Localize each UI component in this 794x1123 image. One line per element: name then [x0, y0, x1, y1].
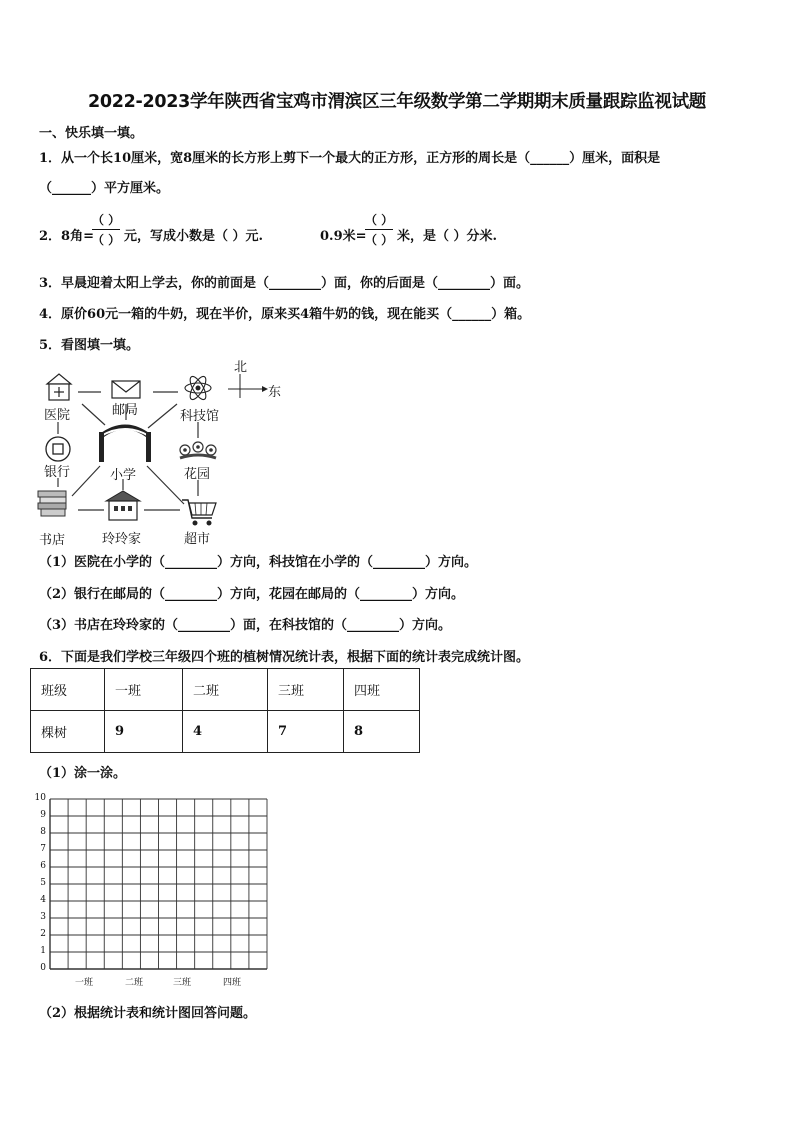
question-4: 4．原价60元一箱的牛奶，现在半价，原来买4箱牛奶的钱，现在能买（______）箱。	[39, 307, 531, 322]
place-garden: 花园	[184, 467, 211, 482]
line-school-bookstore	[72, 466, 100, 496]
question-2-part-a: 2．8角=	[39, 229, 94, 244]
table-header-cell: 一班	[105, 669, 183, 711]
compass-north-label: 北	[234, 360, 248, 375]
question-5-sub-2: （2）银行在邮局的（________）方向，花园在邮局的（________）方向。	[39, 587, 465, 602]
envelope-icon	[112, 381, 140, 398]
question-2-part-d: 米，是（ ）分米.	[397, 229, 498, 244]
table-row	[31, 711, 420, 753]
line-science-school	[148, 404, 177, 428]
place-bookstore: 书店	[39, 533, 66, 548]
question-5-sub-3: （3）书店在玲玲家的（________）面，在科技馆的（________）方向。	[39, 618, 452, 633]
fraction-2-numerator: （ ）	[365, 213, 394, 227]
atom-icon	[185, 374, 211, 402]
table-header-cell: 四班	[344, 669, 420, 711]
place-supermarket: 超市	[184, 532, 211, 547]
y-tick-label: 9	[40, 810, 46, 820]
question-5-stem: 5．看图填一填。	[39, 338, 140, 353]
hospital-icon	[47, 374, 71, 400]
table-header-cell: 班级	[31, 669, 105, 711]
line-school-supermarket	[147, 466, 184, 504]
table-cell: 8	[344, 711, 420, 753]
table-header-cell: 三班	[268, 669, 344, 711]
place-school: 小学	[110, 468, 137, 483]
question-6-sub-1: （1）涂一涂。	[39, 766, 127, 781]
flowers-icon	[180, 442, 216, 458]
fraction-1-denominator: （ ）	[92, 233, 121, 247]
books-icon	[38, 491, 66, 516]
house-icon	[106, 491, 140, 520]
page-title: 2022-2023学年陕西省宝鸡市渭滨区三年级数学第二学期期末质量跟踪监视试题	[88, 92, 706, 112]
y-tick-label: 4	[40, 895, 46, 905]
place-post-office: 邮局	[112, 403, 139, 418]
y-tick-label: 6	[40, 861, 46, 871]
question-2-part-c: 0.9米=	[320, 229, 367, 244]
x-category-label: 四班	[223, 978, 242, 988]
y-tick-label: 8	[40, 827, 46, 837]
y-tick-label: 10	[34, 793, 46, 803]
x-category-label: 一班	[75, 978, 94, 988]
x-category-label: 三班	[173, 978, 192, 988]
question-3: 3．早晨迎着太阳上学去，你的前面是（________）面，你的后面是（________）面。	[39, 276, 530, 291]
y-tick-label: 1	[40, 946, 46, 956]
y-tick-label: 0	[40, 963, 46, 973]
table-header-cell: 二班	[183, 669, 268, 711]
table-cell: 4	[183, 711, 268, 753]
place-linglings-home: 玲玲家	[102, 532, 142, 547]
table-cell: 棵树	[31, 711, 105, 753]
table-header-row	[31, 669, 420, 711]
table-cell: 9	[105, 711, 183, 753]
question-1-line-2: （______）平方厘米。	[39, 181, 170, 196]
coin-icon	[46, 437, 70, 461]
place-science-museum: 科技馆	[180, 409, 220, 424]
question-2-part-b: 元，写成小数是（ ）元.	[124, 229, 264, 244]
x-category-label: 二班	[125, 978, 144, 988]
question-5-sub-1: （1）医院在小学的（________）方向，科技馆在小学的（________）方向。	[39, 555, 478, 570]
school-gate-icon	[99, 427, 151, 462]
tree-planting-table	[30, 668, 420, 753]
compass-east-label: 东	[268, 385, 282, 400]
question-6-sub-2: （2）根据统计表和统计图回答问题。	[39, 1006, 257, 1021]
table-cell: 7	[268, 711, 344, 753]
section-heading: 一、快乐填一填。	[39, 126, 144, 141]
question-6-stem: 6．下面是我们学校三年级四个班的植树情况统计表，根据下面的统计表完成统计图。	[39, 650, 530, 665]
question-1-line-1: 1．从一个长10厘米，宽8厘米的长方形上剪下一个最大的正方形，正方形的周长是（______）厘米，面积是	[39, 151, 661, 166]
place-bank: 银行	[44, 465, 71, 480]
line-hospital-school	[82, 404, 105, 425]
y-tick-label: 3	[40, 912, 46, 922]
fraction-1-numerator: （ ）	[92, 213, 121, 227]
y-tick-label: 5	[40, 878, 46, 888]
y-tick-label: 7	[40, 844, 46, 854]
place-hospital: 医院	[44, 408, 71, 423]
shopping-cart-icon	[182, 500, 216, 526]
fraction-2-denominator: （ ）	[365, 233, 394, 247]
y-tick-label: 2	[40, 929, 46, 939]
